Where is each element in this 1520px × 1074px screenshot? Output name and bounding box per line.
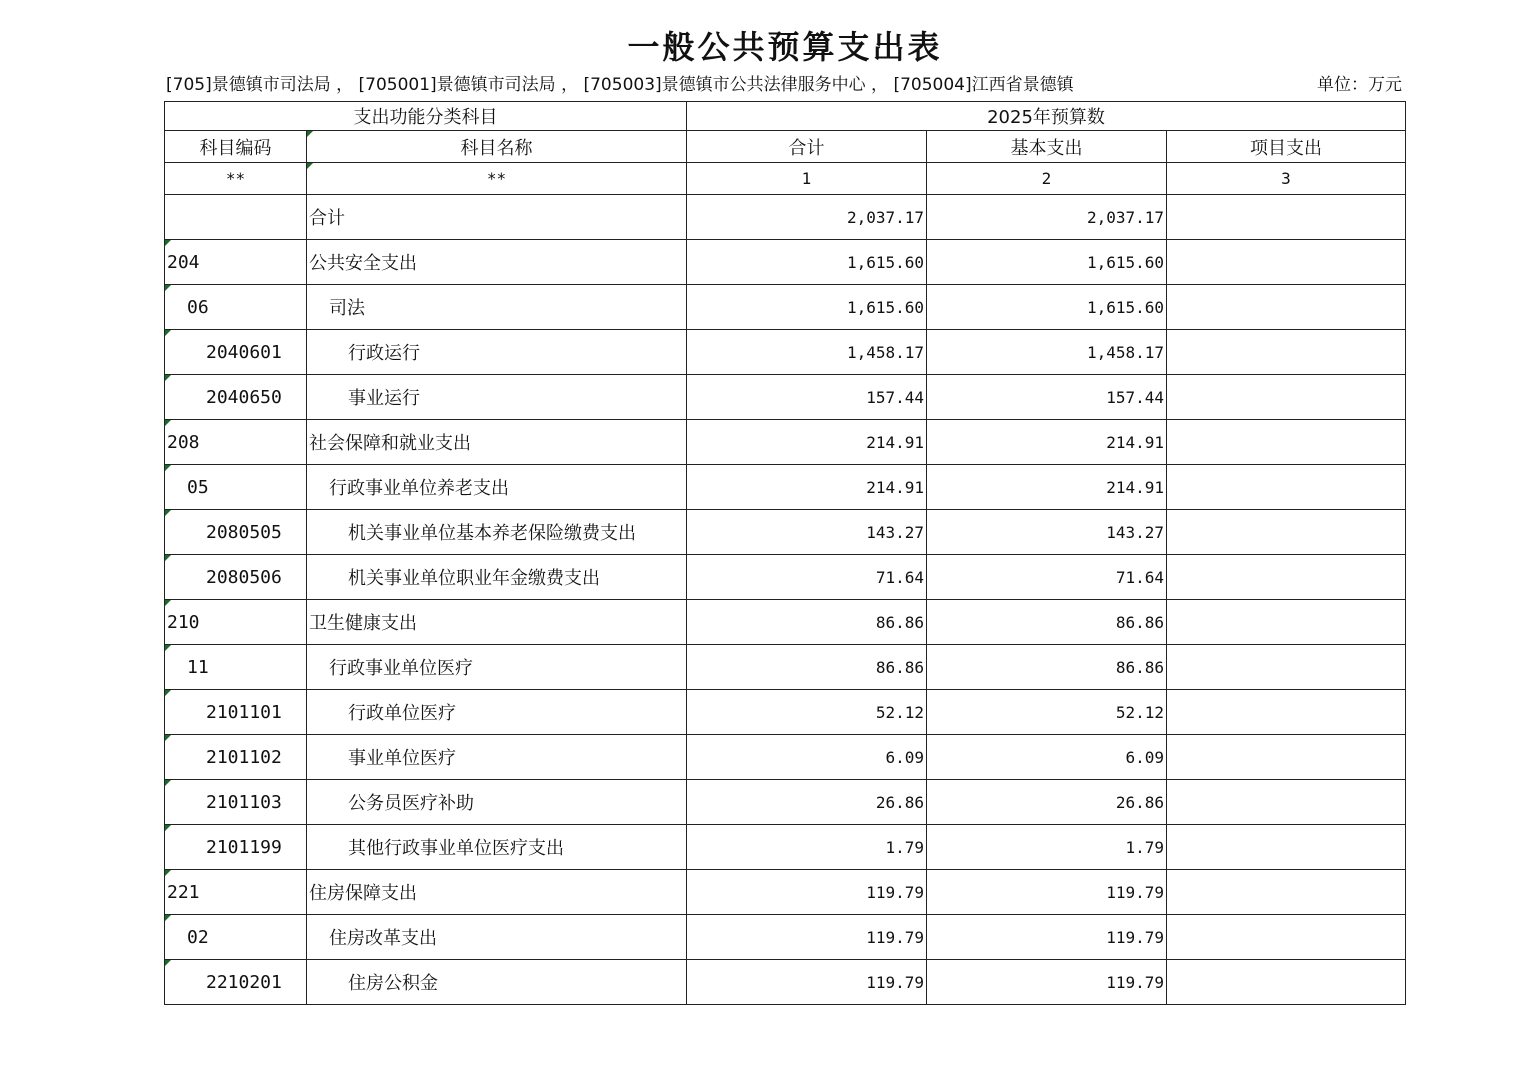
header-group-row [165,102,1406,131]
header-basic: 基本支出 [927,131,1167,163]
cell-code: 02 [165,915,307,960]
cell-code: 210 [165,600,307,645]
header-name: 科目名称 [307,131,687,163]
cell-basic: 157.44 [927,375,1167,420]
cell-code: 221 [165,870,307,915]
cell-project [1167,465,1406,510]
header-total: 合计 [687,131,927,163]
cell-total: 214.91 [687,465,927,510]
cell-name: 行政事业单位医疗 [307,645,687,690]
table-row [165,285,1406,330]
cell-basic: 143.27 [927,510,1167,555]
header-index-row [165,163,1406,195]
cell-code: 2040650 [165,375,307,420]
cell-name: 公务员医疗补助 [307,780,687,825]
cell-basic: 119.79 [927,870,1167,915]
cell-basic: 1,615.60 [927,240,1167,285]
cell-code: 11 [165,645,307,690]
cell-code: 204 [165,240,307,285]
cell-name: 卫生健康支出 [307,600,687,645]
cell-total: 143.27 [687,510,927,555]
budget-table [164,101,1406,1005]
cell-basic: 1.79 [927,825,1167,870]
cell-basic: 214.91 [927,420,1167,465]
cell-code: 208 [165,420,307,465]
cell-name: 住房改革支出 [307,915,687,960]
header-budget-year: 2025年预算数 [687,102,1406,131]
cell-project [1167,870,1406,915]
table-row [165,330,1406,375]
table-row [165,240,1406,285]
units-line [166,73,1406,97]
cell-project [1167,780,1406,825]
cell-project [1167,690,1406,735]
header-code: 科目编码 [165,131,307,163]
table-row [165,870,1406,915]
cell-total: 71.64 [687,555,927,600]
cell-basic: 52.12 [927,690,1167,735]
cell-project [1167,375,1406,420]
table-row [165,825,1406,870]
cell-name: 社会保障和就业支出 [307,420,687,465]
cell-basic: 86.86 [927,645,1167,690]
cell-code: 06 [165,285,307,330]
cell-project [1167,240,1406,285]
cell-code: 2101103 [165,780,307,825]
agency-list: [705]景德镇市司法局 ， [705001]景德镇市司法局 ， [705003]景德镇市公共法律服务中心 ， [705004]江西省景德镇 [166,75,1074,95]
cell-project [1167,960,1406,1005]
cell-total: 119.79 [687,870,927,915]
header-project: 项目支出 [1167,131,1406,163]
cell-total: 1.79 [687,825,927,870]
header-function-category: 支出功能分类科目 [165,102,687,131]
cell-project [1167,195,1406,240]
index-code: ** [165,163,307,195]
cell-basic: 1,615.60 [927,285,1167,330]
cell-basic: 119.79 [927,960,1167,1005]
cell-total: 86.86 [687,600,927,645]
cell-total: 6.09 [687,735,927,780]
cell-code: 2080505 [165,510,307,555]
cell-name: 行政单位医疗 [307,690,687,735]
cell-name: 事业单位医疗 [307,735,687,780]
cell-project [1167,510,1406,555]
unit-label: 单位：万元 [1317,75,1402,95]
cell-code: 2080506 [165,555,307,600]
cell-total: 157.44 [687,375,927,420]
cell-total: 1,615.60 [687,240,927,285]
table-row [165,600,1406,645]
cell-basic: 214.91 [927,465,1167,510]
cell-basic: 86.86 [927,600,1167,645]
cell-total: 119.79 [687,915,927,960]
cell-project [1167,555,1406,600]
cell-total: 1,458.17 [687,330,927,375]
cell-basic: 119.79 [927,915,1167,960]
cell-project [1167,600,1406,645]
table-row [165,960,1406,1005]
cell-code [165,195,307,240]
cell-code: 2101199 [165,825,307,870]
cell-name: 住房公积金 [307,960,687,1005]
cell-name: 行政事业单位养老支出 [307,465,687,510]
index-project: 3 [1167,163,1406,195]
cell-name: 其他行政事业单位医疗支出 [307,825,687,870]
table-row [165,195,1406,240]
index-total: 1 [687,163,927,195]
cell-total: 119.79 [687,960,927,1005]
cell-name: 司法 [307,285,687,330]
table-row [165,555,1406,600]
index-basic: 2 [927,163,1167,195]
cell-project [1167,825,1406,870]
cell-project [1167,735,1406,780]
header-column-row [165,131,1406,163]
cell-project [1167,285,1406,330]
cell-project [1167,420,1406,465]
table-row [165,735,1406,780]
cell-name: 合计 [307,195,687,240]
cell-total: 86.86 [687,645,927,690]
cell-project [1167,330,1406,375]
cell-name: 机关事业单位职业年金缴费支出 [307,555,687,600]
cell-total: 214.91 [687,420,927,465]
cell-name: 机关事业单位基本养老保险缴费支出 [307,510,687,555]
cell-basic: 6.09 [927,735,1167,780]
cell-basic: 26.86 [927,780,1167,825]
table-row [165,420,1406,465]
index-name: ** [307,163,687,195]
table-row [165,690,1406,735]
cell-code: 2101102 [165,735,307,780]
cell-total: 2,037.17 [687,195,927,240]
cell-project [1167,645,1406,690]
cell-basic: 1,458.17 [927,330,1167,375]
table-row [165,645,1406,690]
table-row [165,510,1406,555]
cell-name: 行政运行 [307,330,687,375]
cell-basic: 71.64 [927,555,1167,600]
cell-total: 1,615.60 [687,285,927,330]
cell-name: 事业运行 [307,375,687,420]
cell-project [1167,915,1406,960]
cell-basic: 2,037.17 [927,195,1167,240]
table-row [165,780,1406,825]
table-row [165,915,1406,960]
table-row [165,465,1406,510]
cell-code: 05 [165,465,307,510]
cell-name: 住房保障支出 [307,870,687,915]
page-title: 一般公共预算支出表 [627,28,943,66]
table-row [165,375,1406,420]
cell-code: 2210201 [165,960,307,1005]
cell-total: 26.86 [687,780,927,825]
cell-name: 公共安全支出 [307,240,687,285]
cell-code: 2040601 [165,330,307,375]
cell-total: 52.12 [687,690,927,735]
cell-code: 2101101 [165,690,307,735]
